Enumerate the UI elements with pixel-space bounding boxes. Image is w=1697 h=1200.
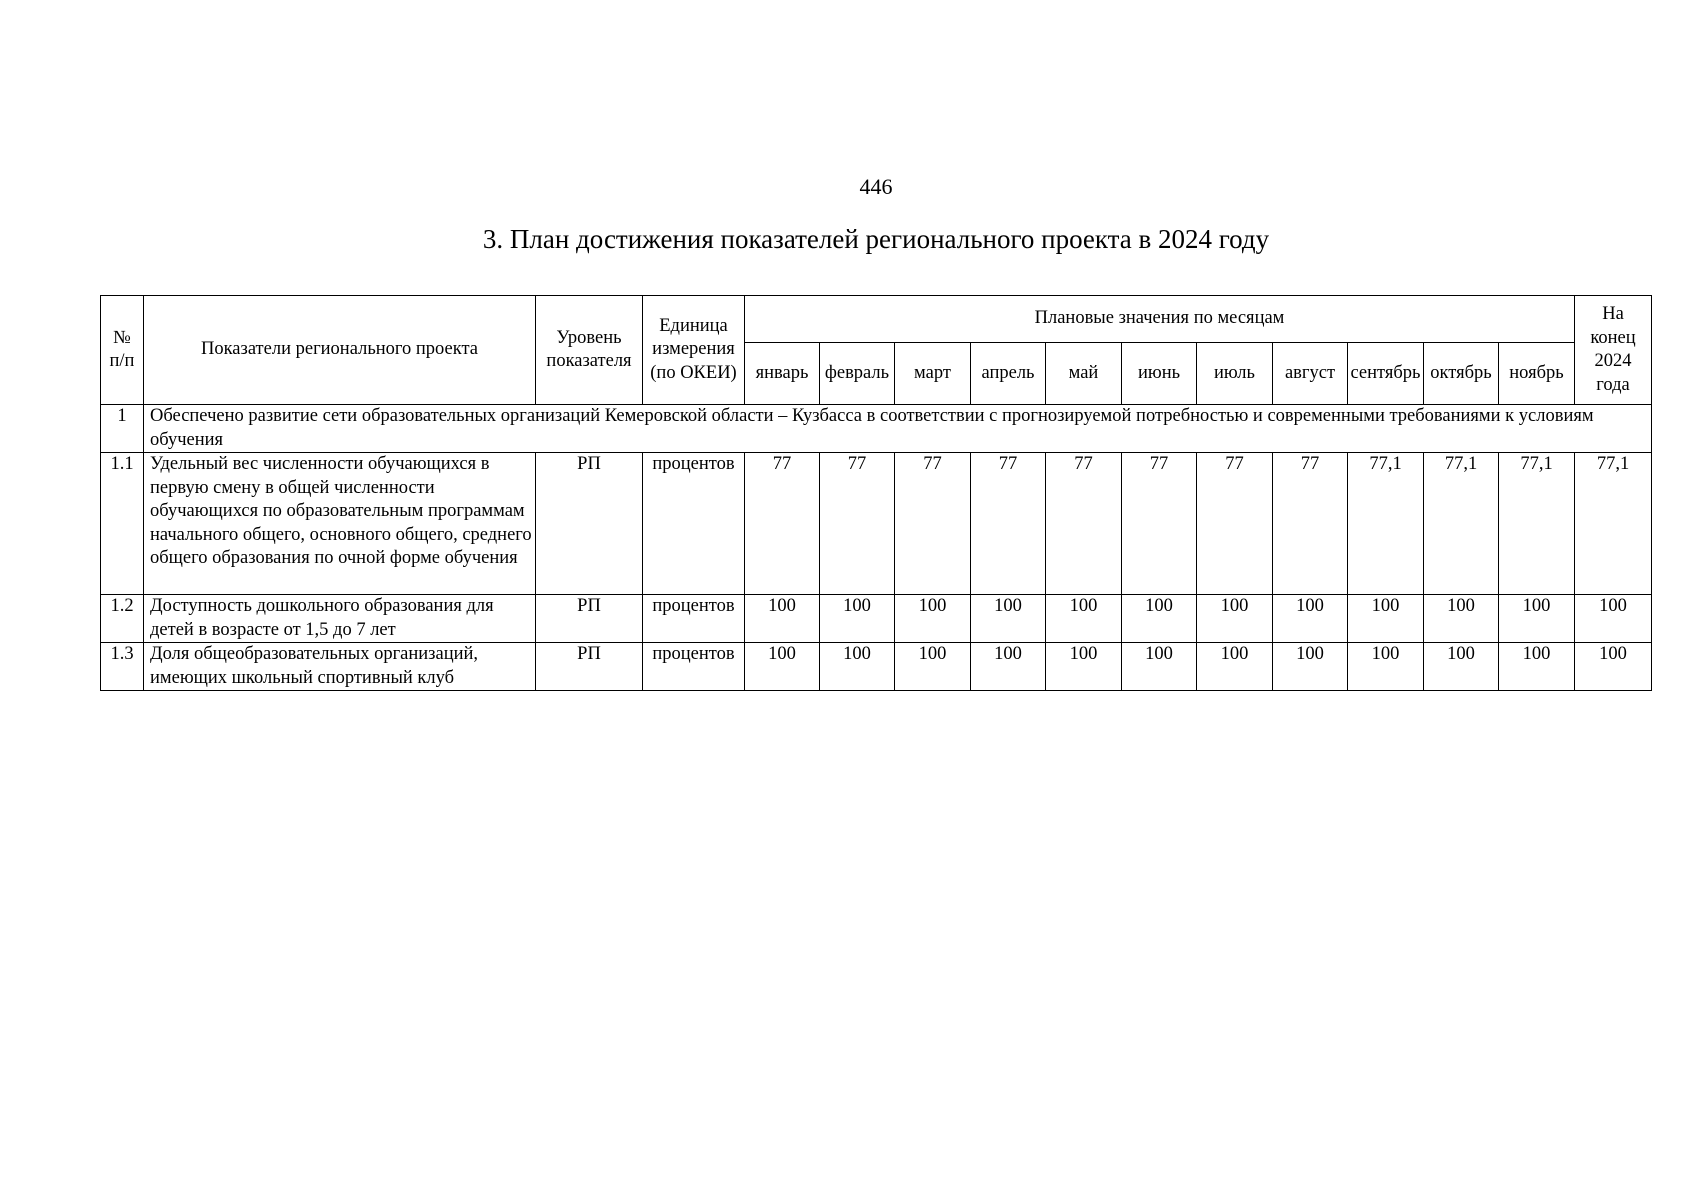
row-level: РП <box>536 595 643 643</box>
row-value: 100 <box>1348 643 1424 691</box>
row-value: 100 <box>895 595 971 643</box>
section-row <box>101 405 1652 453</box>
row-value: 100 <box>1424 595 1499 643</box>
row-value: 100 <box>895 643 971 691</box>
row-value: 100 <box>1046 595 1122 643</box>
header-monthly-group: Плановые значения по месяцам <box>745 296 1575 343</box>
row-indicator: Доля общеобразовательных организаций, имеющих школьный спортивный клуб <box>144 643 536 691</box>
row-value: 77 <box>1273 453 1348 595</box>
document-title: 3. План достижения показателей регионального проекта в 2024 году <box>482 224 1270 254</box>
header-level: Уровень показателя <box>536 296 643 405</box>
row-value: 77 <box>745 453 820 595</box>
row-value: 77,1 <box>1499 453 1575 595</box>
row-value: 100 <box>745 643 820 691</box>
header-month: март <box>895 343 971 405</box>
row-level: РП <box>536 643 643 691</box>
header-month: январь <box>745 343 820 405</box>
row-num: 1.3 <box>101 643 144 691</box>
row-value: 77,1 <box>1348 453 1424 595</box>
row-value: 100 <box>745 595 820 643</box>
header-row-1 <box>101 296 1652 343</box>
row-value: 77 <box>1122 453 1197 595</box>
row-value: 100 <box>971 643 1046 691</box>
row-num: 1.1 <box>101 453 144 595</box>
row-indicator: Удельный вес численности обучающихся в первую смену в общей численности обучающихся по образовательным программам начального общего, основного общего, среднего общего образования по очной форме обучения <box>144 453 536 595</box>
row-level: РП <box>536 453 643 595</box>
row-value: 100 <box>1122 643 1197 691</box>
header-month: сентябрь <box>1348 343 1424 405</box>
header-month: ноябрь <box>1499 343 1575 405</box>
row-value: 100 <box>1499 595 1575 643</box>
plan-table <box>100 295 1652 691</box>
header-month: июнь <box>1122 343 1197 405</box>
row-end-value: 100 <box>1575 643 1652 691</box>
row-unit: процентов <box>643 595 745 643</box>
header-end-of-year: На конец 2024 года <box>1575 296 1652 405</box>
row-value: 100 <box>1273 643 1348 691</box>
row-end-value: 100 <box>1575 595 1652 643</box>
row-value: 77 <box>971 453 1046 595</box>
row-value: 100 <box>820 595 895 643</box>
section-text: Обеспечено развитие сети образовательных организаций Кемеровской области – Кузбасса в соответствии с прогнозируемой потребностью и современными требованиями к условиям обучения <box>144 405 1652 453</box>
row-value: 77 <box>1046 453 1122 595</box>
row-end-value: 77,1 <box>1575 453 1652 595</box>
header-month: февраль <box>820 343 895 405</box>
row-value: 100 <box>971 595 1046 643</box>
row-value: 100 <box>1273 595 1348 643</box>
header-num: № п/п <box>101 296 144 405</box>
row-value: 100 <box>1197 643 1273 691</box>
row-value: 77,1 <box>1424 453 1499 595</box>
row-value: 100 <box>1197 595 1273 643</box>
row-value: 77 <box>820 453 895 595</box>
row-value: 100 <box>1424 643 1499 691</box>
table-row <box>101 453 1652 595</box>
row-num: 1.2 <box>101 595 144 643</box>
header-month: июль <box>1197 343 1273 405</box>
row-value: 100 <box>1046 643 1122 691</box>
header-indicator: Показатели регионального проекта <box>144 296 536 405</box>
header-unit: Единица измерения (по ОКЕИ) <box>643 296 745 405</box>
row-indicator: Доступность дошкольного образования для детей в возрасте от 1,5 до 7 лет <box>144 595 536 643</box>
table-row <box>101 643 1652 691</box>
row-unit: процентов <box>643 453 745 595</box>
row-unit: процентов <box>643 643 745 691</box>
row-value: 100 <box>1122 595 1197 643</box>
header-month: август <box>1273 343 1348 405</box>
row-value: 100 <box>1348 595 1424 643</box>
row-value: 100 <box>820 643 895 691</box>
row-value: 77 <box>1197 453 1273 595</box>
table-row <box>101 595 1652 643</box>
header-month: октябрь <box>1424 343 1499 405</box>
section-num: 1 <box>101 405 144 453</box>
header-month: апрель <box>971 343 1046 405</box>
row-value: 77 <box>895 453 971 595</box>
header-month: май <box>1046 343 1122 405</box>
page-number: 446 <box>859 174 893 199</box>
row-value: 100 <box>1499 643 1575 691</box>
